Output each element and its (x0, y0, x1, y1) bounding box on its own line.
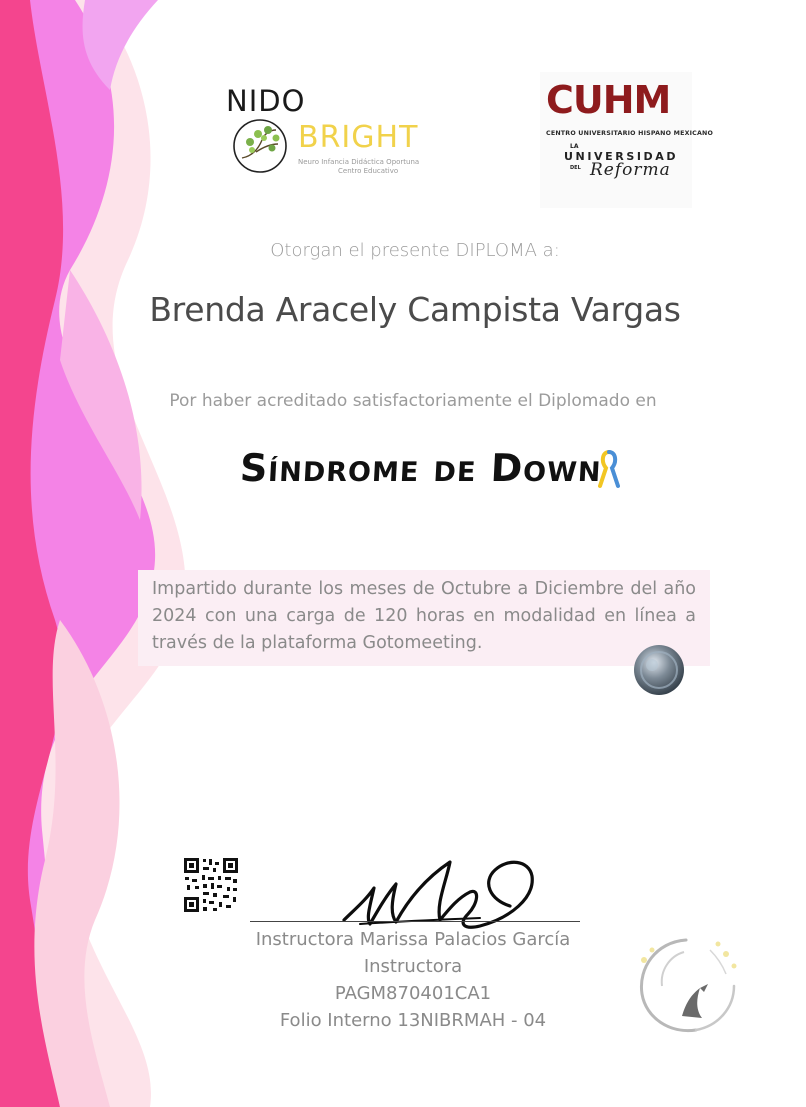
cuhm-la: LA (570, 143, 579, 150)
nido-bright-subtagline: Centro Educativo (338, 167, 399, 175)
cuhm-del: DEL (570, 165, 581, 171)
course-description: Impartido durante los meses de Octubre a Diciembre del año 2024 con una carga de 120 horas en modalidad en línea a través de la plataforma Gotomeeting. (152, 579, 696, 653)
course-description-box (138, 570, 710, 666)
cuhm-reforma: Reforma (590, 160, 671, 180)
cuhm-logo (540, 72, 714, 208)
cuhm-full-name: CENTRO UNIVERSITARIO HISPANO MEXICANO (546, 130, 714, 137)
nido-bright-logo-text-bottom: BRIGHT (298, 120, 419, 155)
bird-wreath-emblem-icon (626, 930, 746, 1040)
course-title-block (240, 446, 630, 494)
nido-bright-logo-text-top: NIDO (226, 84, 306, 118)
down-syndrome-ribbon-icon (598, 448, 620, 490)
qr-code-icon (183, 857, 239, 913)
signature-line (250, 921, 580, 922)
tree-circle-icon (232, 118, 288, 174)
instructor-role: Instructora (363, 956, 463, 977)
recipient-name: Brenda Aracely Campista Vargas (149, 290, 681, 329)
instructor-id: PAGM870401CA1 (334, 983, 492, 1004)
diploma-intro: Otorgan el presente DIPLOMA a: (270, 240, 560, 261)
cuhm-universidad: UNIVERSIDAD (564, 150, 679, 163)
cuhm-acronym: CUHM (546, 78, 671, 122)
course-title: Síndrome de Down (238, 446, 603, 490)
nido-bright-logo (222, 84, 432, 179)
nido-bright-tagline: Neuro Infancia Didáctica Oportuna (298, 158, 420, 166)
instructor-name: Instructora Marissa Palacios García (255, 929, 571, 950)
hologram-seal-icon (632, 643, 686, 697)
accreditation-statement: Por haber acreditado satisfactoriamente el Diplomado en (169, 391, 657, 411)
internal-folio: Folio Interno 13NIBRMAH - 04 (279, 1010, 547, 1031)
